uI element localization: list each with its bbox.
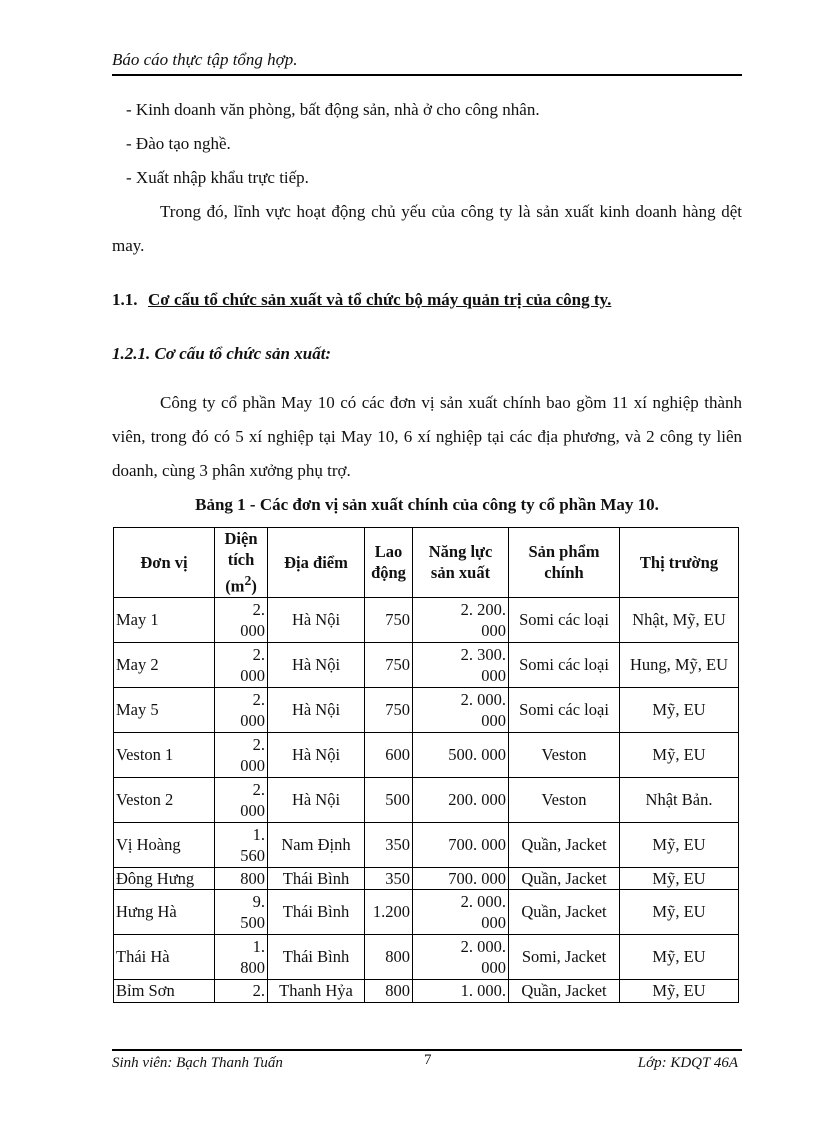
table-cell: Bỉm Sơn bbox=[114, 979, 215, 1002]
table-row bbox=[114, 777, 739, 822]
table-cell: Veston 2 bbox=[114, 777, 215, 822]
table-cell: 600 bbox=[365, 732, 413, 777]
table-header-row bbox=[114, 528, 739, 598]
table-cell: Quần, Jacket bbox=[509, 822, 620, 867]
header-unit: Đơn vị bbox=[114, 528, 215, 598]
table-cell: 2. 000. 000 bbox=[413, 687, 509, 732]
table-cell: 750 bbox=[365, 687, 413, 732]
table-cell: 750 bbox=[365, 642, 413, 687]
table-cell: 500 bbox=[365, 777, 413, 822]
table-cell: 200. 000 bbox=[413, 777, 509, 822]
table-cell: Somi các loại bbox=[509, 642, 620, 687]
table-cell: Nam Định bbox=[268, 822, 365, 867]
table-row bbox=[114, 979, 739, 1002]
footer-student: Sinh viên: Bạch Thanh Tuấn bbox=[112, 1055, 283, 1071]
table-cell: Nhật, Mỹ, EU bbox=[620, 597, 739, 642]
table-cell: 500. 000 bbox=[413, 732, 509, 777]
table-cell: May 5 bbox=[114, 687, 215, 732]
paragraph-main-field bbox=[112, 195, 742, 263]
table-cell: Thái Bình bbox=[268, 934, 365, 979]
table-cell: Mỹ, EU bbox=[620, 732, 739, 777]
table-cell: Somi các loại bbox=[509, 597, 620, 642]
table-cell: Hà Nội bbox=[268, 732, 365, 777]
section-heading bbox=[112, 290, 611, 310]
paragraph-text: Trong đó, lĩnh vực hoạt động chủ yếu của công ty là sản xuất kinh doanh hàng dệt may. bbox=[112, 202, 742, 255]
table-cell: Mỹ, EU bbox=[620, 889, 739, 934]
table-cell: 350 bbox=[365, 822, 413, 867]
table-cell: Veston bbox=[509, 732, 620, 777]
table-cell: 2. 000 bbox=[215, 732, 268, 777]
table-cell: Veston bbox=[509, 777, 620, 822]
header-location: Địa điểm bbox=[268, 528, 365, 598]
table-cell: Mỹ, EU bbox=[620, 867, 739, 889]
table-row bbox=[114, 597, 739, 642]
table-cell: Hà Nội bbox=[268, 687, 365, 732]
table-cell: Mỹ, EU bbox=[620, 979, 739, 1002]
table-cell: Hung, Mỹ, EU bbox=[620, 642, 739, 687]
table-cell: 2. bbox=[215, 979, 268, 1002]
table-cell: Thái Bình bbox=[268, 889, 365, 934]
table-cell: 800 bbox=[215, 867, 268, 889]
table-cell: 2. 000. 000 bbox=[413, 934, 509, 979]
table-cell: 9. 500 bbox=[215, 889, 268, 934]
header-market: Thị trường bbox=[620, 528, 739, 598]
table-cell: Hà Nội bbox=[268, 597, 365, 642]
table-row bbox=[114, 867, 739, 889]
page-header-title: Báo cáo thực tập tổng hợp. bbox=[112, 50, 298, 69]
footer-class: Lớp: KDQT 46A bbox=[637, 1055, 738, 1071]
section-title: Cơ cấu tổ chức sản xuất và tổ chức bộ máy quản trị của công ty. bbox=[148, 290, 612, 309]
header-product: Sản phẩm chính bbox=[509, 528, 620, 598]
table-cell: 350 bbox=[365, 867, 413, 889]
table-cell: 1. 560 bbox=[215, 822, 268, 867]
bullet-item: - Xuất nhập khẩu trực tiếp. bbox=[126, 168, 309, 187]
table-cell: Nhật Bản. bbox=[620, 777, 739, 822]
table-cell: May 2 bbox=[114, 642, 215, 687]
table-cell: Quần, Jacket bbox=[509, 979, 620, 1002]
table-cell: 2. 200. 000 bbox=[413, 597, 509, 642]
table-row bbox=[114, 822, 739, 867]
table-cell: Đông Hưng bbox=[114, 867, 215, 889]
table-cell: 2. 300. 000 bbox=[413, 642, 509, 687]
footer-divider bbox=[112, 1049, 742, 1051]
table-cell: 2. 000 bbox=[215, 642, 268, 687]
table-row bbox=[114, 889, 739, 934]
table-cell: Vị Hoàng bbox=[114, 822, 215, 867]
table-cell: 700. 000 bbox=[413, 867, 509, 889]
table-cell: 1. 800 bbox=[215, 934, 268, 979]
table-cell: Quần, Jacket bbox=[509, 867, 620, 889]
bullet-item: - Kinh doanh văn phòng, bất động sản, nhà ở cho công nhân. bbox=[126, 100, 540, 119]
table-cell: 800 bbox=[365, 934, 413, 979]
table-row bbox=[114, 687, 739, 732]
table-cell: 1. 000. bbox=[413, 979, 509, 1002]
table-cell: Hà Nội bbox=[268, 642, 365, 687]
table-cell: Mỹ, EU bbox=[620, 687, 739, 732]
table-cell: Thanh Hỷa bbox=[268, 979, 365, 1002]
header-labor: Lao động bbox=[365, 528, 413, 598]
table-row bbox=[114, 934, 739, 979]
subsection-heading: 1.2.1. Cơ cấu tổ chức sản xuất: bbox=[112, 344, 332, 363]
table-cell: Quần, Jacket bbox=[509, 889, 620, 934]
header-divider bbox=[112, 74, 742, 76]
table-cell: Veston 1 bbox=[114, 732, 215, 777]
table-cell: 2. 000 bbox=[215, 597, 268, 642]
table-cell: 2. 000. 000 bbox=[413, 889, 509, 934]
table-cell: 800 bbox=[365, 979, 413, 1002]
section-number: 1.1. bbox=[112, 290, 138, 309]
table-cell: Somi các loại bbox=[509, 687, 620, 732]
table-cell: Hưng Hà bbox=[114, 889, 215, 934]
header-capacity: Năng lực sản xuất bbox=[413, 528, 509, 598]
table-cell: Somi, Jacket bbox=[509, 934, 620, 979]
table-row bbox=[114, 732, 739, 777]
page-number: 7 bbox=[424, 1052, 432, 1068]
paragraph-production-units bbox=[112, 386, 742, 488]
table-cell: May 1 bbox=[114, 597, 215, 642]
header-area: Diện tích $(m^2)$ bbox=[215, 528, 268, 598]
table-cell: Hà Nội bbox=[268, 777, 365, 822]
table-cell: 750 bbox=[365, 597, 413, 642]
table-cell: 2. 000 bbox=[215, 687, 268, 732]
table-cell: Thái Bình bbox=[268, 867, 365, 889]
bullet-item: - Đào tạo nghề. bbox=[126, 134, 231, 153]
table-caption: Bảng 1 - Các đơn vị sản xuất chính của công ty cổ phần May 10. bbox=[195, 495, 659, 514]
production-units-table bbox=[113, 527, 739, 1003]
paragraph-text: Công ty cổ phần May 10 có các đơn vị sản xuất chính bao gồm 11 xí nghiệp thành viên, trong đó có 5 xí nghiệp tại May 10, 6 xí nghiệp tại các địa phương, và 2 công ty liên doanh, cùng 3 phân xưởng phụ trợ. bbox=[112, 393, 742, 480]
table-cell: Thái Hà bbox=[114, 934, 215, 979]
table-cell: Mỹ, EU bbox=[620, 934, 739, 979]
table-cell: 700. 000 bbox=[413, 822, 509, 867]
table-row bbox=[114, 642, 739, 687]
table-cell: Mỹ, EU bbox=[620, 822, 739, 867]
table-cell: 1.200 bbox=[365, 889, 413, 934]
table-cell: 2. 000 bbox=[215, 777, 268, 822]
